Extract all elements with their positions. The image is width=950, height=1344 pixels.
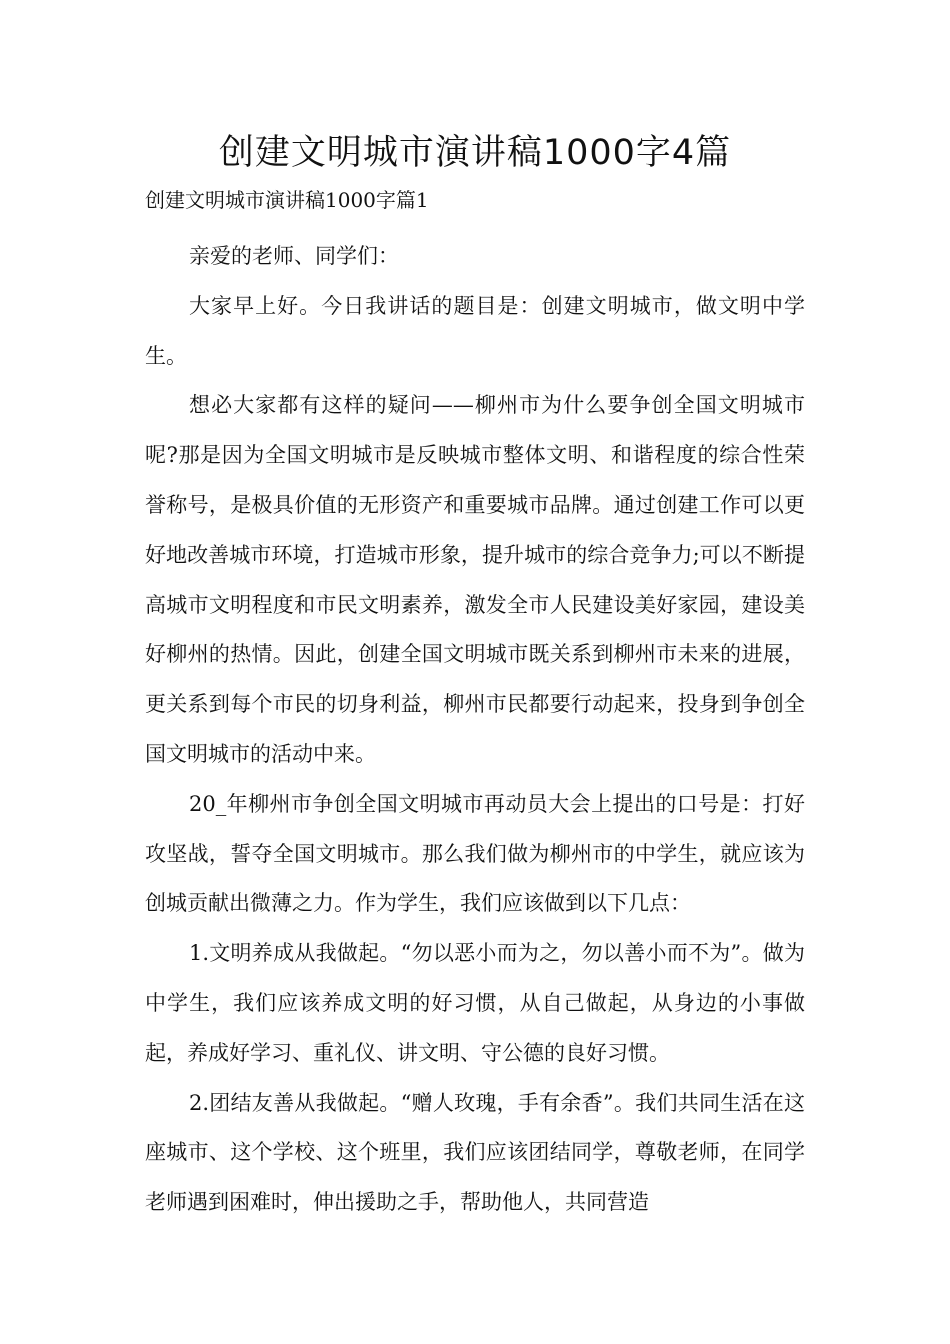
paragraph-topic: 大家早上好。今日我讲话的题目是：创建文明城市，做文明中学生。	[145, 293, 805, 368]
paragraph-greeting: 亲爱的老师、同学们：	[189, 244, 399, 268]
paragraph-slogan: 20_年柳州市争创全国文明城市再动员大会上提出的口号是：打好攻坚战，誓夺全国文明城市。那么我们做为柳州市的中学生，就应该为创城贡献出微薄之力。作为学生，我们应该做到以下几点：	[145, 791, 805, 916]
paragraph-point-1: 1.文明养成从我做起。“勿以恶小而为之，勿以善小而不为”。做为中学生，我们应该养成文明的好习惯，从自己做起，从身边的小事做起，养成好学习、重礼仪、讲文明、守公德的良好习惯。	[145, 941, 805, 1065]
document-title: 创建文明城市演讲稿1000字4篇	[218, 133, 732, 173]
paragraph-why: 想必大家都有这样的疑问——柳州市为什么要争创全国文明城市呢?那是因为全国文明城市是反映城市整体文明、和谐程度的综合性荣誉称号，是极具价值的无形资产和重要城市品牌。通过创建工作可以更好地改善城市环境，打造城市形象，提升城市的综合竞争力;可以不断提高城市文明程度和市民文明素养，激发全市人民建设美好家园，建设美好柳州的热情。因此，创建全国文明城市既关系到柳州市未来的进展，更关系到每个市民的切身利益，柳州市民都要行动起来，投身到争创全国文明城市的活动中来。	[145, 393, 805, 766]
paragraph-point-2: 2.团结友善从我做起。“赠人玫瑰，手有余香”。我们共同生活在这座城市、这个学校、这个班里，我们应该团结同学，尊敬老师，在同学老师遇到困难时，伸出援助之手，帮助他人，共同营造	[145, 1090, 805, 1215]
section-heading: 创建文明城市演讲稿1000字篇1	[145, 188, 429, 212]
document-body	[145, 232, 805, 1228]
